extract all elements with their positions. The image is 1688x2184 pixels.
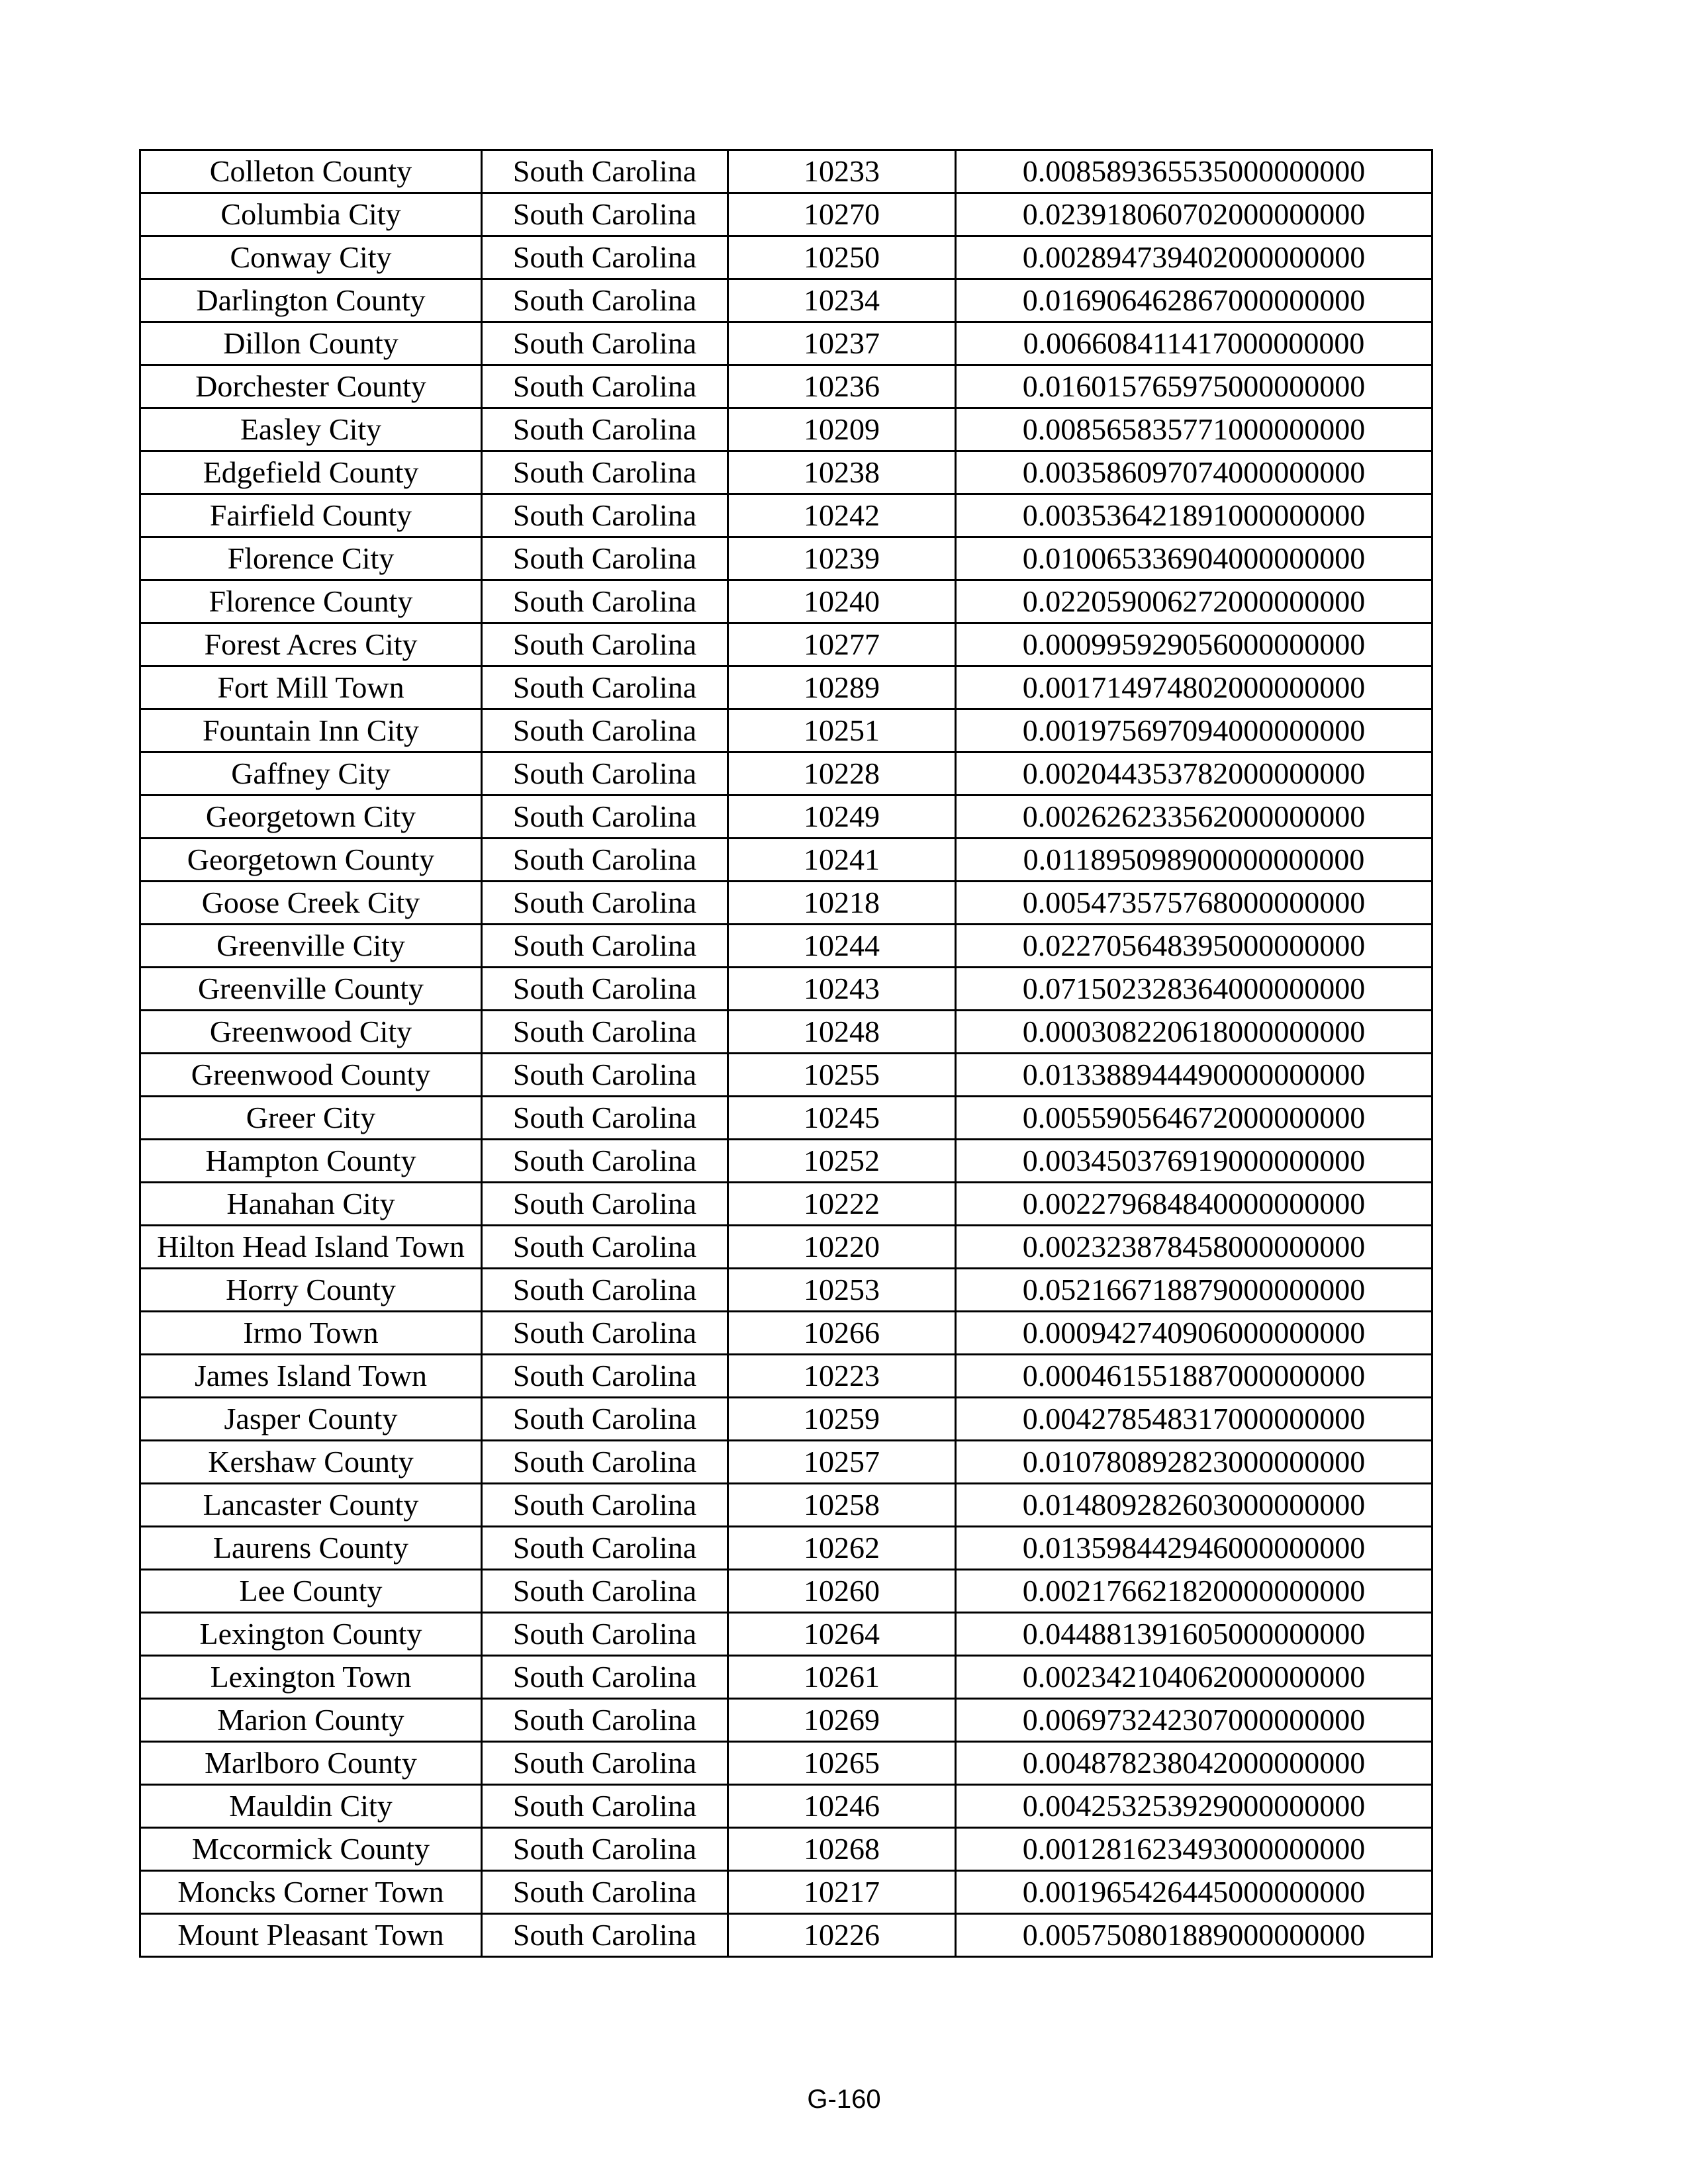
table-row <box>140 666 1432 709</box>
cell-state: South Carolina <box>482 1828 728 1871</box>
cell-name: Greenwood County <box>140 1054 482 1097</box>
cell-name: Dorchester County <box>140 365 482 408</box>
cell-name: Dillon County <box>140 322 482 365</box>
table-row <box>140 236 1432 279</box>
cell-code: 10248 <box>728 1011 956 1054</box>
table-row <box>140 752 1432 796</box>
cell-value: 0.010780892823000000000 <box>956 1441 1432 1484</box>
cell-value: 0.005590564672000000000 <box>956 1097 1432 1140</box>
cell-code: 10249 <box>728 796 956 839</box>
cell-value: 0.013388944490000000000 <box>956 1054 1432 1097</box>
cell-name: Lexington Town <box>140 1656 482 1699</box>
cell-state: South Carolina <box>482 709 728 752</box>
cell-code: 10246 <box>728 1785 956 1828</box>
table-row <box>140 1570 1432 1613</box>
cell-state: South Carolina <box>482 1097 728 1140</box>
cell-value: 0.006973242307000000000 <box>956 1699 1432 1742</box>
cell-code: 10269 <box>728 1699 956 1742</box>
cell-code: 10253 <box>728 1269 956 1312</box>
cell-code: 10242 <box>728 494 956 537</box>
cell-state: South Carolina <box>482 623 728 666</box>
cell-state: South Carolina <box>482 1570 728 1613</box>
cell-name: Edgefield County <box>140 451 482 494</box>
table-row <box>140 1097 1432 1140</box>
cell-code: 10217 <box>728 1871 956 1914</box>
cell-code: 10270 <box>728 193 956 236</box>
cell-code: 10236 <box>728 365 956 408</box>
cell-name: Lancaster County <box>140 1484 482 1527</box>
cell-value: 0.006608411417000000000 <box>956 322 1432 365</box>
cell-name: Darlington County <box>140 279 482 322</box>
cell-code: 10252 <box>728 1140 956 1183</box>
cell-name: Colleton County <box>140 150 482 193</box>
cell-name: Columbia City <box>140 193 482 236</box>
cell-state: South Carolina <box>482 408 728 451</box>
cell-name: Greenwood City <box>140 1011 482 1054</box>
table-row <box>140 279 1432 322</box>
cell-code: 10238 <box>728 451 956 494</box>
cell-code: 10255 <box>728 1054 956 1097</box>
cell-code: 10257 <box>728 1441 956 1484</box>
cell-state: South Carolina <box>482 1226 728 1269</box>
cell-state: South Carolina <box>482 236 728 279</box>
cell-state: South Carolina <box>482 150 728 193</box>
table-row <box>140 365 1432 408</box>
cell-value: 0.071502328364000000000 <box>956 968 1432 1011</box>
cell-name: Moncks Corner Town <box>140 1871 482 1914</box>
cell-code: 10262 <box>728 1527 956 1570</box>
cell-name: Conway City <box>140 236 482 279</box>
table-row <box>140 1441 1432 1484</box>
cell-value: 0.013598442946000000000 <box>956 1527 1432 1570</box>
table-row <box>140 1226 1432 1269</box>
cell-state: South Carolina <box>482 1484 728 1527</box>
cell-code: 10234 <box>728 279 956 322</box>
cell-value: 0.002176621820000000000 <box>956 1570 1432 1613</box>
cell-state: South Carolina <box>482 193 728 236</box>
table-row <box>140 796 1432 839</box>
table-row <box>140 1398 1432 1441</box>
allocation-table <box>139 149 1433 1958</box>
table-row <box>140 150 1432 193</box>
cell-value: 0.010065336904000000000 <box>956 537 1432 580</box>
cell-name: Greenville County <box>140 968 482 1011</box>
cell-state: South Carolina <box>482 1054 728 1097</box>
cell-value: 0.023918060702000000000 <box>956 193 1432 236</box>
cell-state: South Carolina <box>482 1140 728 1183</box>
cell-value: 0.004278548317000000000 <box>956 1398 1432 1441</box>
cell-value: 0.002342104062000000000 <box>956 1656 1432 1699</box>
cell-name: Greenville City <box>140 925 482 968</box>
table-row <box>140 322 1432 365</box>
cell-state: South Carolina <box>482 839 728 882</box>
cell-name: Mccormick County <box>140 1828 482 1871</box>
cell-state: South Carolina <box>482 925 728 968</box>
cell-name: Hilton Head Island Town <box>140 1226 482 1269</box>
cell-name: Greer City <box>140 1097 482 1140</box>
cell-code: 10239 <box>728 537 956 580</box>
cell-state: South Carolina <box>482 365 728 408</box>
cell-value: 0.000942740906000000000 <box>956 1312 1432 1355</box>
table-row <box>140 1613 1432 1656</box>
cell-state: South Carolina <box>482 580 728 623</box>
table-row <box>140 1871 1432 1914</box>
cell-code: 10218 <box>728 882 956 925</box>
page-number: G-160 <box>807 2085 881 2114</box>
cell-value: 0.001714974802000000000 <box>956 666 1432 709</box>
cell-name: Marion County <box>140 1699 482 1742</box>
cell-state: South Carolina <box>482 494 728 537</box>
cell-code: 10209 <box>728 408 956 451</box>
cell-state: South Carolina <box>482 1656 728 1699</box>
cell-name: Forest Acres City <box>140 623 482 666</box>
table-row <box>140 1699 1432 1742</box>
cell-value: 0.008565835771000000000 <box>956 408 1432 451</box>
cell-code: 10251 <box>728 709 956 752</box>
table-row <box>140 537 1432 580</box>
cell-name: Horry County <box>140 1269 482 1312</box>
table-row <box>140 1484 1432 1527</box>
cell-value: 0.002626233562000000000 <box>956 796 1432 839</box>
table-row <box>140 1914 1432 1957</box>
cell-name: Hampton County <box>140 1140 482 1183</box>
cell-state: South Carolina <box>482 1785 728 1828</box>
cell-value: 0.000461551887000000000 <box>956 1355 1432 1398</box>
cell-code: 10260 <box>728 1570 956 1613</box>
cell-name: Florence City <box>140 537 482 580</box>
cell-value: 0.016906462867000000000 <box>956 279 1432 322</box>
cell-name: Fairfield County <box>140 494 482 537</box>
cell-value: 0.001281623493000000000 <box>956 1828 1432 1871</box>
cell-value: 0.001975697094000000000 <box>956 709 1432 752</box>
cell-name: Mount Pleasant Town <box>140 1914 482 1957</box>
cell-value: 0.000308220618000000000 <box>956 1011 1432 1054</box>
cell-state: South Carolina <box>482 1871 728 1914</box>
cell-state: South Carolina <box>482 1527 728 1570</box>
cell-value: 0.003450376919000000000 <box>956 1140 1432 1183</box>
cell-name: Florence County <box>140 580 482 623</box>
cell-state: South Carolina <box>482 537 728 580</box>
cell-code: 10277 <box>728 623 956 666</box>
cell-state: South Carolina <box>482 968 728 1011</box>
table-row <box>140 1011 1432 1054</box>
cell-state: South Carolina <box>482 666 728 709</box>
table-row <box>140 1312 1432 1355</box>
table-row <box>140 1656 1432 1699</box>
cell-code: 10233 <box>728 150 956 193</box>
table-row <box>140 408 1432 451</box>
cell-state: South Carolina <box>482 1355 728 1398</box>
cell-value: 0.044881391605000000000 <box>956 1613 1432 1656</box>
cell-name: Mauldin City <box>140 1785 482 1828</box>
cell-state: South Carolina <box>482 1441 728 1484</box>
cell-state: South Carolina <box>482 1398 728 1441</box>
table-row <box>140 623 1432 666</box>
cell-code: 10266 <box>728 1312 956 1355</box>
cell-state: South Carolina <box>482 796 728 839</box>
table-row <box>140 1785 1432 1828</box>
cell-code: 10223 <box>728 1355 956 1398</box>
cell-code: 10264 <box>728 1613 956 1656</box>
cell-value: 0.003586097074000000000 <box>956 451 1432 494</box>
cell-name: Georgetown City <box>140 796 482 839</box>
cell-name: Kershaw County <box>140 1441 482 1484</box>
cell-name: Fountain Inn City <box>140 709 482 752</box>
cell-state: South Carolina <box>482 1312 728 1355</box>
cell-name: Irmo Town <box>140 1312 482 1355</box>
table-body <box>140 150 1432 1957</box>
cell-state: South Carolina <box>482 1613 728 1656</box>
table-row <box>140 451 1432 494</box>
cell-state: South Carolina <box>482 1742 728 1785</box>
cell-code: 10258 <box>728 1484 956 1527</box>
cell-name: Gaffney City <box>140 752 482 796</box>
cell-name: Lee County <box>140 1570 482 1613</box>
cell-code: 10240 <box>728 580 956 623</box>
table-row <box>140 1269 1432 1312</box>
cell-state: South Carolina <box>482 752 728 796</box>
cell-value: 0.004253253929000000000 <box>956 1785 1432 1828</box>
table-row <box>140 1183 1432 1226</box>
cell-name: Fort Mill Town <box>140 666 482 709</box>
cell-name: Laurens County <box>140 1527 482 1570</box>
cell-name: Marlboro County <box>140 1742 482 1785</box>
cell-code: 10261 <box>728 1656 956 1699</box>
table-row <box>140 1828 1432 1871</box>
cell-name: Goose Creek City <box>140 882 482 925</box>
cell-code: 10265 <box>728 1742 956 1785</box>
cell-name: Easley City <box>140 408 482 451</box>
cell-code: 10243 <box>728 968 956 1011</box>
table-row <box>140 1742 1432 1785</box>
cell-code: 10220 <box>728 1226 956 1269</box>
table-row <box>140 925 1432 968</box>
cell-code: 10228 <box>728 752 956 796</box>
cell-state: South Carolina <box>482 882 728 925</box>
cell-value: 0.001965426445000000000 <box>956 1871 1432 1914</box>
cell-code: 10241 <box>728 839 956 882</box>
table-row <box>140 1140 1432 1183</box>
cell-value: 0.005473575768000000000 <box>956 882 1432 925</box>
cell-value: 0.016015765975000000000 <box>956 365 1432 408</box>
table-row <box>140 709 1432 752</box>
cell-name: Lexington County <box>140 1613 482 1656</box>
cell-value: 0.008589365535000000000 <box>956 150 1432 193</box>
cell-value: 0.004878238042000000000 <box>956 1742 1432 1785</box>
table-row <box>140 580 1432 623</box>
cell-value: 0.022705648395000000000 <box>956 925 1432 968</box>
cell-value: 0.052166718879000000000 <box>956 1269 1432 1312</box>
cell-state: South Carolina <box>482 1269 728 1312</box>
cell-name: Georgetown County <box>140 839 482 882</box>
cell-value: 0.022059006272000000000 <box>956 580 1432 623</box>
cell-value: 0.002279684840000000000 <box>956 1183 1432 1226</box>
cell-state: South Carolina <box>482 322 728 365</box>
cell-code: 10226 <box>728 1914 956 1957</box>
cell-value: 0.011895098900000000000 <box>956 839 1432 882</box>
cell-value: 0.002323878458000000000 <box>956 1226 1432 1269</box>
cell-value: 0.014809282603000000000 <box>956 1484 1432 1527</box>
cell-state: South Carolina <box>482 279 728 322</box>
cell-code: 10245 <box>728 1097 956 1140</box>
cell-state: South Carolina <box>482 451 728 494</box>
cell-code: 10268 <box>728 1828 956 1871</box>
cell-value: 0.000995929056000000000 <box>956 623 1432 666</box>
cell-code: 10237 <box>728 322 956 365</box>
table-row <box>140 1527 1432 1570</box>
table-row <box>140 882 1432 925</box>
cell-state: South Carolina <box>482 1699 728 1742</box>
cell-value: 0.002044353782000000000 <box>956 752 1432 796</box>
table-row <box>140 1054 1432 1097</box>
cell-code: 10250 <box>728 236 956 279</box>
cell-code: 10222 <box>728 1183 956 1226</box>
cell-value: 0.002894739402000000000 <box>956 236 1432 279</box>
cell-code: 10289 <box>728 666 956 709</box>
table-row <box>140 839 1432 882</box>
table-row <box>140 1355 1432 1398</box>
cell-name: James Island Town <box>140 1355 482 1398</box>
cell-state: South Carolina <box>482 1183 728 1226</box>
cell-value: 0.005750801889000000000 <box>956 1914 1432 1957</box>
table-row <box>140 968 1432 1011</box>
table-row <box>140 494 1432 537</box>
cell-state: South Carolina <box>482 1914 728 1957</box>
cell-name: Hanahan City <box>140 1183 482 1226</box>
cell-state: South Carolina <box>482 1011 728 1054</box>
table-row <box>140 193 1432 236</box>
cell-code: 10259 <box>728 1398 956 1441</box>
cell-code: 10244 <box>728 925 956 968</box>
cell-value: 0.003536421891000000000 <box>956 494 1432 537</box>
cell-name: Jasper County <box>140 1398 482 1441</box>
